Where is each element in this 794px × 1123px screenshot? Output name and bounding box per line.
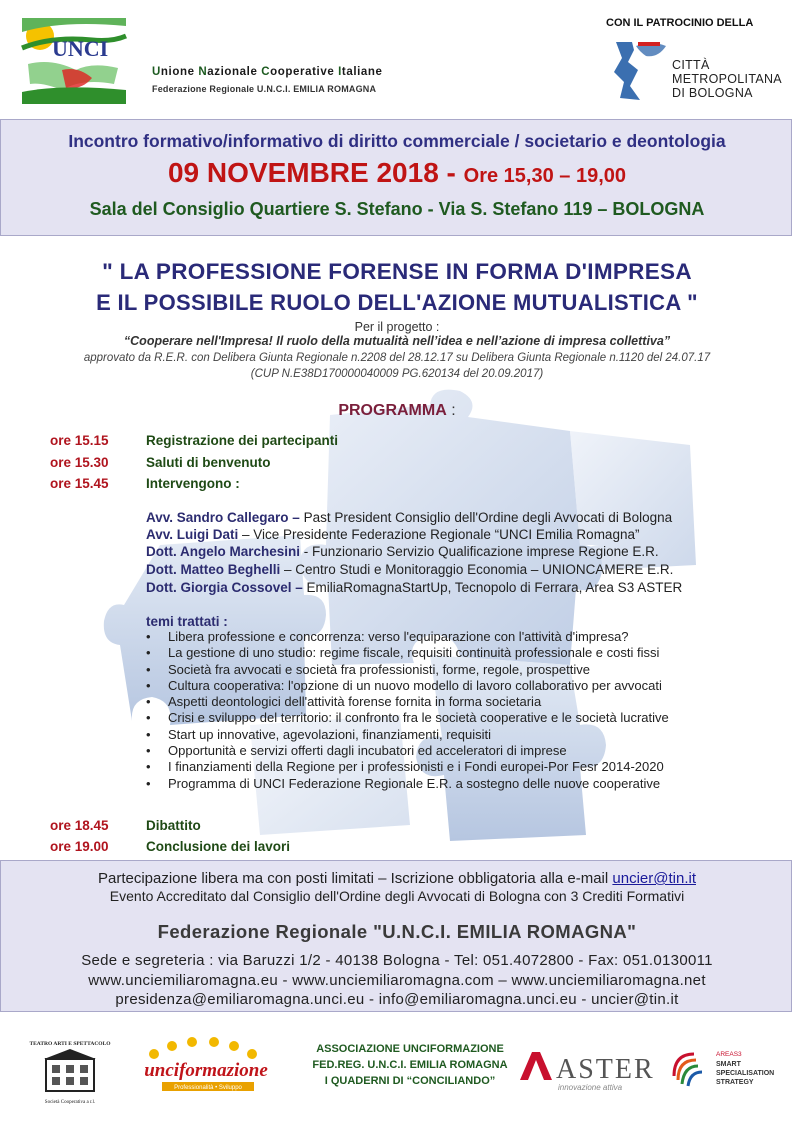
list-item: • Opportunità e servizi offerti dagli incubatori ed acceleratori di imprese [146,743,567,759]
list-item: • I finanziamenti della Regione per i professionisti e i Fondi europei-Por Fesr 2014-2020 [146,759,664,775]
schedule-activity: Dibattito [146,818,201,833]
list-item: • Programma di UNCI Federazione Regionale E.R. a sostegno delle nuove cooperative [146,775,661,791]
accreditation-note: Evento Accreditato dal Consiglio dell'Ordine degli Avvocati di Bologna con 3 Crediti Formativi [109,888,685,904]
aster-logo [518,1046,663,1094]
list-item: • Crisi e sviluppo del territorio: il confronto fra le società cooperative e le società lucrative [146,710,669,726]
registration-email-link[interactable]: uncier@tin.it [612,870,696,887]
speaker-name: Avv. Sandro Callegaro – [146,510,300,525]
svg-text:SPECIALISATION: SPECIALISATION [716,1070,775,1077]
speaker-row [146,580,682,595]
schedule-time: ore 15.45 [50,476,109,491]
speaker-row [146,562,673,577]
project-name: “Cooperare nell'Impresa! Il ruolo della mutualità nell’idea e nell’azione di impresa collettiva” [123,334,671,348]
unciformazione-logo [136,1036,276,1098]
patronage-label: CON IL PATROCINIO DELLA [606,17,754,29]
svg-text:SMART: SMART [716,1061,741,1068]
svg-text:AREAS3: AREAS3 [716,1051,742,1058]
approval-note: approvato da R.E.R. con Delibera Giunta Regionale n.2208 del 28.12.17 su Delibera Giunta Regionale n.1120 del 24.07.17 [83,352,711,364]
speaker-role: – Centro Studi e Monitoraggio Economia – UNIONCAMERE E.R. [280,562,674,577]
schedule-activity: Registrazione dei partecipanti [146,433,339,448]
event-subtitle: Incontro formativo/informativo di diritto commerciale / societario e deontologia [68,131,726,151]
schedule-time: ore 15.15 [50,433,109,448]
websites-line: www.unciemiliaromagna.eu - www.unciemiliaromagna.com – www.unciemiliaromagna.net [88,972,706,989]
unci-full-name: Unione Nazionale Cooperative Italiane [152,66,383,78]
event-date: 09 NOVEMBRE 2018 - [167,157,464,188]
list-item: • Cultura cooperativa: l'opzione di un nuovo modello di lavoro collaborativo per avvocati [146,677,662,693]
schedule-time: ore 18.45 [50,818,109,833]
speaker-role: - Funzionario Servizio Qualificazione imprese Regione E.R. [300,544,659,559]
schedule-activity: Conclusione dei lavori [146,839,291,854]
federation-name: Federazione Regionale "U.N.C.I. EMILIA ROMAGNA" [157,921,637,942]
speaker-role: EmiliaRomagnaStartUp, Tecnopolo di Ferrara, Area S3 ASTER [302,580,683,595]
speaker-row [146,544,659,559]
speaker-name: Avv. Luigi Dati [146,527,239,542]
list-item: • La gestione di uno studio: regime fiscale, requisiti continuità professionale e costi fissi [146,645,660,661]
svg-text:Professionalità • Sviluppo: Professionalità • Sviluppo [174,1085,242,1091]
participation-note: Partecipazione libera ma con posti limitati – Iscrizione obbligatoria alla e-mail uncier@tin.it [97,870,696,887]
svg-text:innovazione attiva: innovazione attiva [558,1083,623,1092]
project-label: Per il progetto : [354,320,440,334]
topics-list [146,629,669,792]
unci-logo [22,18,126,104]
speaker-row [146,510,672,525]
svg-text:TEATRO ARTI E SPETTACOLO: TEATRO ARTI E SPETTACOLO [29,1041,111,1047]
svg-text:UNCI: UNCI [52,36,109,61]
schedule-time: ore 15.30 [50,455,109,470]
list-item: • Società fra avvocati e società fra professionisti, forme, regole, prospettive [146,661,590,677]
list-item: • Aspetti deontologici dell'attività forense fornita in forma societaria [146,694,542,710]
topics-heading: temi trattati : [146,614,228,629]
event-date-time [0,157,794,189]
event-time: Ore 15,30 – 19,00 [463,165,627,187]
association-line: FED.REG. U.N.C.I. EMILIA ROMAGNA [312,1059,508,1071]
svg-text:unciformazione: unciformazione [144,1060,268,1081]
emails-line: presidenza@emiliaromagna.unci.eu - info@emiliaromagna.unci.eu - uncier@tin.it [115,991,679,1008]
cup-note: (CUP N.E38D170000040009 PG.620134 del 20.09.2017) [250,368,544,380]
speaker-row [146,527,639,542]
list-item: • Start up innovative, agevolazioni, finanziamenti, requisiti [146,726,492,742]
address-line: Sede e segreteria : via Baruzzi 1/2 - 40138 Bologna - Tel: 051.4072800 - Fax: 051.0130011 [81,952,713,969]
main-title-line1: " LA PROFESSIONE FORENSE IN FORMA D'IMPRESA [102,259,692,284]
association-line: I QUADERNI DI “CONCILIANDO” [324,1075,496,1087]
schedule-activity: Saluti di benvenuto [146,455,271,470]
teatro-arti-logo [29,1037,111,1109]
unci-federation: Federazione Regionale U.N.C.I. EMILIA ROMAGNA [152,84,377,94]
schedule-time: ore 19.00 [50,839,109,854]
speaker-name: Dott. Angelo Marchesini [146,544,301,559]
programma-heading: PROGRAMMA : [338,402,456,419]
svg-text:STRATEGY: STRATEGY [716,1079,754,1086]
main-title-line2: E IL POSSIBILE RUOLO DELL'AZIONE MUTUALISTICA " [96,290,698,315]
association-line: ASSOCIAZIONE UNCIFORMAZIONE [316,1043,504,1055]
svg-text:Società Cooperativa a r.l.: Società Cooperativa a r.l. [44,1100,96,1105]
citta-metropolitana-crest [612,38,670,104]
citta-metropolitana-name: CITTÀ METROPOLITANA DI BOLOGNA [672,58,782,100]
speaker-name: Dott. Giorgia Cossovel – [146,580,303,595]
areas3-logo [668,1046,778,1094]
schedule-activity: Intervengono : [146,476,240,491]
speaker-name: Dott. Matteo Beghelli [146,562,281,577]
list-item: • Libera professione e concorrenza: verso l'equiparazione con l'attività d'impresa? [146,629,629,644]
event-venue: Sala del Consiglio Quartiere S. Stefano - Via S. Stefano 119 – BOLOGNA [89,199,705,219]
speaker-role: – Vice Presidente Federazione Regionale “UNCI Emilia Romagna” [238,527,640,542]
speaker-role: Past President Consiglio dell'Ordine degli Avvocati di Bologna [299,510,673,525]
svg-text:ASTER: ASTER [556,1054,655,1085]
